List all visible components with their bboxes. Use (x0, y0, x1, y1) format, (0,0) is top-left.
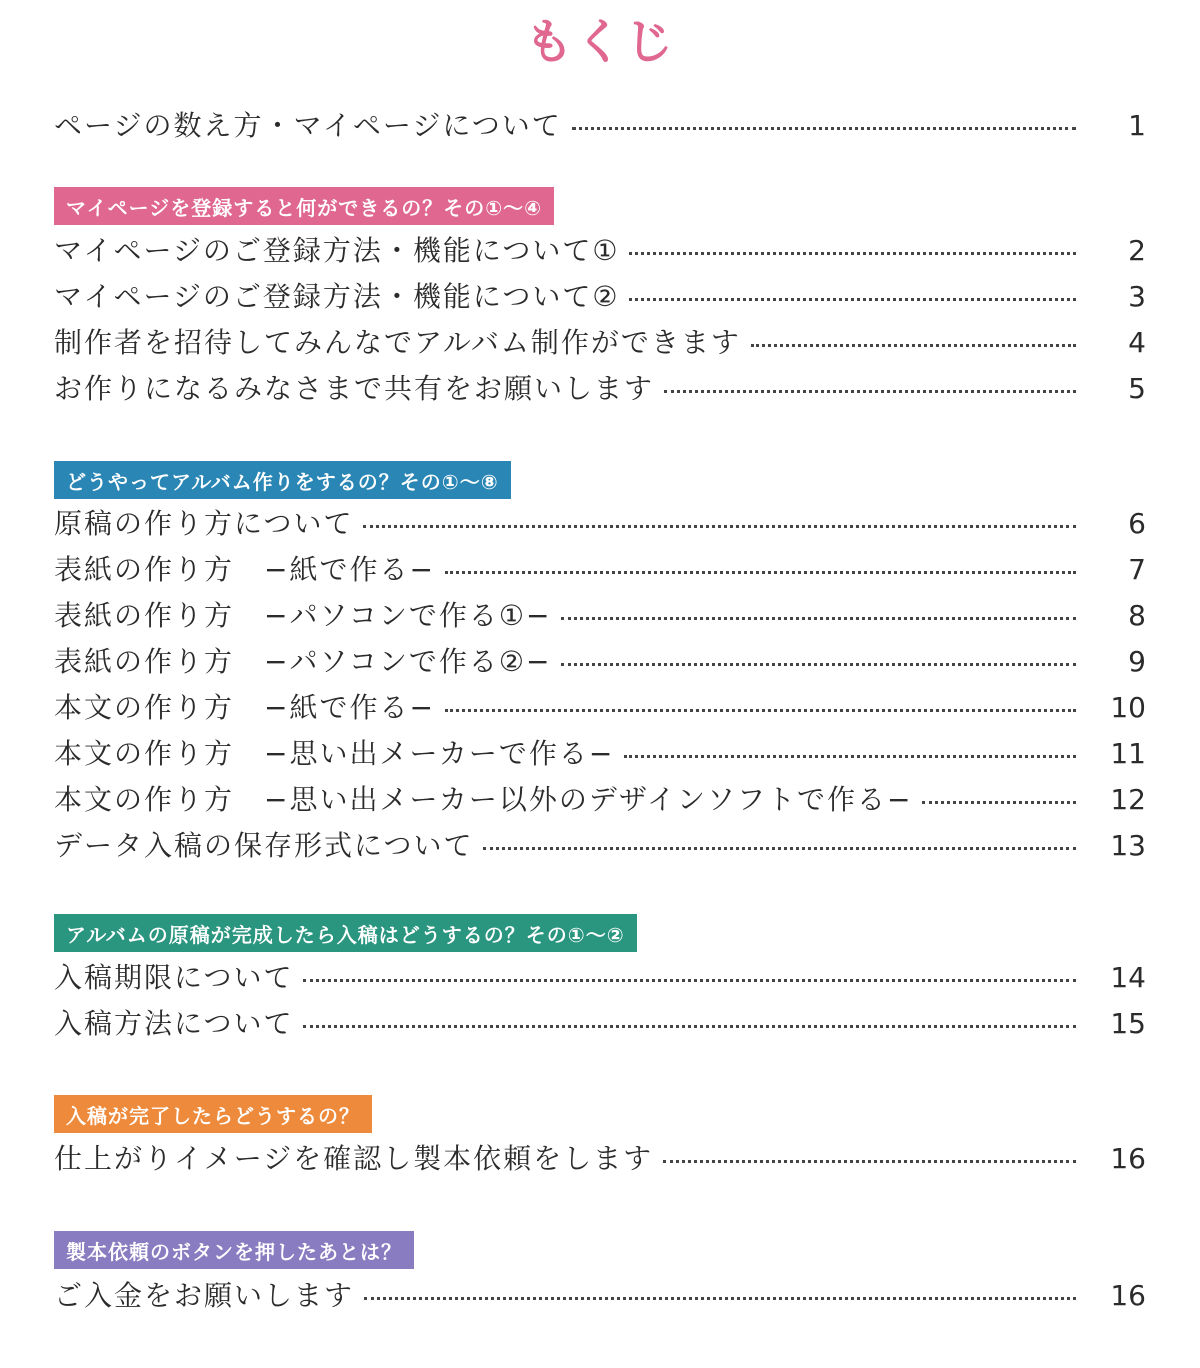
dot-leader (629, 252, 1076, 255)
dot-leader (624, 755, 1076, 758)
dot-leader (445, 709, 1076, 712)
toc-entry-label: 仕上がりイメージを確認し製本依頼をします (54, 1142, 654, 1175)
toc-entry-label: 本文の作り方 −思い出メーカーで作る− (54, 737, 615, 770)
toc-entry[interactable] (54, 955, 1146, 1001)
dot-leader (561, 617, 1076, 620)
dot-leader (363, 525, 1076, 528)
toc-entry-label: 本文の作り方 −紙で作る− (54, 691, 435, 724)
toc-entry-page-number: 1 (1128, 109, 1146, 142)
section-heading-complete: 入稿が完了したらどうするの？ (54, 1095, 372, 1133)
dot-leader (663, 1160, 1076, 1163)
toc-entry[interactable] (54, 320, 1146, 366)
toc-entry-label: 入稿方法について (54, 1007, 294, 1040)
toc-entry-page-number: 13 (1110, 829, 1146, 862)
toc-entry-page-number: 10 (1110, 691, 1146, 724)
toc-entry[interactable] (54, 823, 1146, 869)
toc-entry-label: データ入稿の保存形式について (54, 829, 474, 862)
dot-leader (629, 298, 1076, 301)
section-heading-payment: 製本依頼のボタンを押したあとは？ (54, 1231, 414, 1269)
toc-entry-page-number: 11 (1110, 737, 1146, 770)
dot-leader (483, 847, 1076, 850)
toc-entry-label: 原稿の作り方について (54, 507, 354, 540)
dot-leader (445, 571, 1076, 574)
dot-leader (364, 1297, 1076, 1300)
toc-entry[interactable] (54, 685, 1146, 731)
toc-entry-label: マイページのご登録方法・機能について① (54, 234, 620, 267)
dot-leader (664, 390, 1076, 393)
toc-entry[interactable] (54, 228, 1146, 274)
toc-entry[interactable] (54, 593, 1146, 639)
toc-entry-page-number: 2 (1128, 234, 1146, 267)
toc-entry[interactable] (54, 366, 1146, 412)
dot-leader (303, 1025, 1076, 1028)
section-heading-submit: アルバムの原稿が完成したら入稿はどうするの？その①〜② (54, 914, 637, 952)
toc-entry-page-number: 5 (1128, 372, 1146, 405)
toc-entry-label: 制作者を招待してみんなでアルバム制作ができます (54, 326, 741, 359)
toc-entry-label: 本文の作り方 −思い出メーカー以外のデザインソフトで作る− (54, 783, 913, 816)
dot-leader (922, 801, 1076, 804)
toc-entry-label: お作りになるみなさまで共有をお願いします (54, 372, 655, 405)
toc-entry-page-number: 14 (1110, 961, 1146, 994)
toc-entry[interactable] (54, 501, 1146, 547)
toc-entry-page-number: 12 (1110, 783, 1146, 816)
section-heading-howto: どうやってアルバム作りをするの？その①〜⑧ (54, 461, 511, 499)
toc-entry-label: 入稿期限について (54, 961, 294, 994)
toc-entry-label: ページの数え方・マイページについて (54, 109, 562, 142)
toc-entry-page-number: 3 (1128, 280, 1146, 313)
dot-leader (303, 979, 1076, 982)
toc-entry[interactable] (54, 1001, 1146, 1047)
toc-entry-page-number: 9 (1128, 645, 1146, 678)
toc-entry-page-number: 7 (1128, 553, 1146, 586)
toc-entry[interactable] (54, 274, 1146, 320)
toc-entry[interactable] (54, 639, 1146, 685)
toc-entry-page-number: 6 (1128, 507, 1146, 540)
page-title: もくじ (524, 14, 675, 70)
toc-entry-label: マイページのご登録方法・機能について② (54, 280, 620, 313)
dot-leader (561, 663, 1076, 666)
toc-entry-intro[interactable] (54, 103, 1146, 149)
toc-entry-label: ご入金をお願いします (54, 1279, 355, 1312)
dot-leader (572, 127, 1076, 130)
toc-entry-page-number: 15 (1110, 1007, 1146, 1040)
toc-entry-label: 表紙の作り方 −パソコンで作る①− (54, 599, 552, 632)
toc-entry[interactable] (54, 731, 1146, 777)
toc-entry[interactable] (54, 777, 1146, 823)
toc-entry-page-number: 8 (1128, 599, 1146, 632)
toc-entry-label: 表紙の作り方 −パソコンで作る②− (54, 645, 552, 678)
toc-entry[interactable] (54, 1136, 1146, 1182)
toc-entry-page-number: 4 (1128, 326, 1146, 359)
section-heading-mypage: マイページを登録すると何ができるの？その①〜④ (54, 187, 554, 225)
toc-entry-page-number: 16 (1110, 1279, 1146, 1312)
toc-entry-label: 表紙の作り方 −紙で作る− (54, 553, 435, 586)
toc-entry[interactable] (54, 547, 1146, 593)
toc-entry[interactable] (54, 1273, 1146, 1319)
toc-entry-page-number: 16 (1110, 1142, 1146, 1175)
dot-leader (751, 344, 1076, 347)
